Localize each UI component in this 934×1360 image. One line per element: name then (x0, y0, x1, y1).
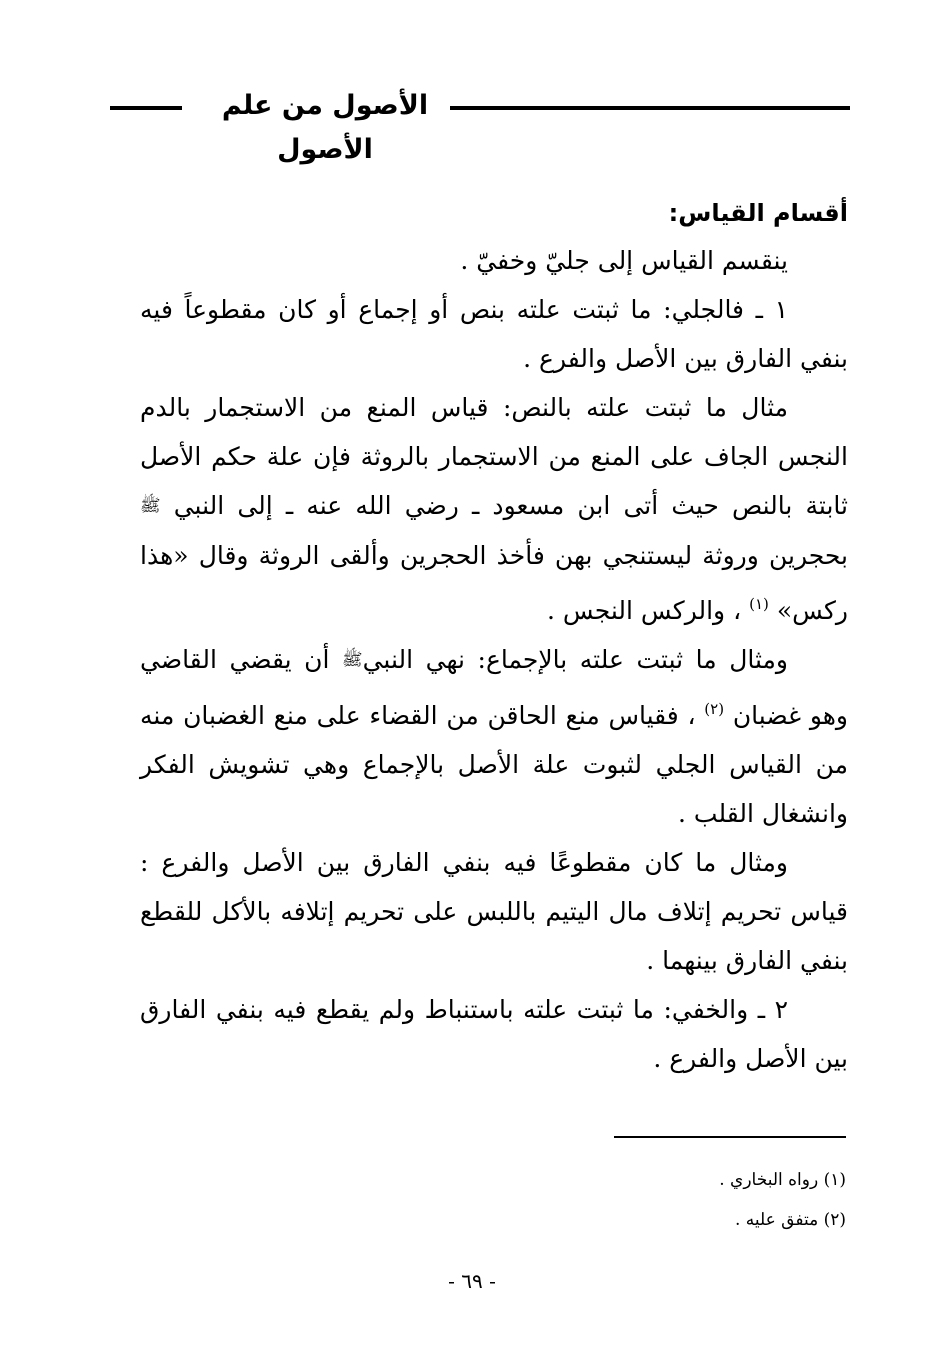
footnote-ref-2[interactable]: (٢) (704, 700, 725, 718)
paragraph-text: ، والركس النجس . (546, 596, 742, 625)
paragraph-khafi: ٢ ـ والخفي: ما ثبتت علته باستنباط ولم يقطع فيه بنفي الفارق بين الأصل والفرع . (140, 995, 848, 1073)
paragraph-text: أن يقضي القاضي وهو غضبان (140, 645, 848, 730)
paragraph-nass-example (140, 383, 848, 635)
footnotes (446, 1160, 846, 1240)
paragraph-jali: ١ ـ فالجلي: ما ثبتت علته بنص أو إجماع أو كان مقطوعاً فيه بنفي الفارق بين الأصل والفرع . (140, 295, 848, 373)
intro-paragraph: ينقسم القياس إلى جليّ وخفيّ . (460, 246, 788, 275)
paragraph-text: ، فقياس منع الحاقن من القضاء على منع الغضبان منه من القياس الجلي لثبوت علة الأصل بالإجماع وهي تشويش الفكر وانشغال القلب . (140, 701, 848, 828)
section-heading: أقسام القياس: (668, 199, 848, 227)
paragraph-text: ومثال ما ثبتت علته بالإجماع: نهي النبي (362, 645, 789, 674)
header-rule-left (110, 106, 182, 110)
header-rule-right (450, 106, 850, 110)
footnote-2: (٢) متفق عليه . (734, 1210, 846, 1230)
footnote-ref-1[interactable]: (١) (749, 595, 769, 613)
page-header (110, 82, 850, 165)
paragraph-text: مثال ما ثبتت علته بالنص: قياس المنع من الاستجمار بالدم النجس الجاف على المنع من الاستجمار بالروثة فإن علة حكم الأصل ثابتة بالنص حيث أتى ابن مسعود ـ رضي الله عنه ـ إلى النبي (140, 393, 848, 520)
main-text (140, 190, 848, 1083)
paragraph-qat-example: ومثال ما كان مقطوعًا فيه بنفي الفارق بين الأصل والفرع : قياس تحريم إتلاف مال اليتيم باللبس على تحريم إتلافه بالأكل للقطع بنفي الفارق بينهما . (140, 848, 848, 975)
paragraph-text: بحجرين وروثة ليستنجي بهن فأخذ الحجرين وألقى الروثة وقال «هذا ركس» (140, 541, 848, 625)
honorific-glyph: ﷺ (140, 496, 161, 516)
footnote-divider (614, 1136, 846, 1138)
paragraph-ijma-example (140, 635, 848, 838)
page-number: - ٦٩ - (448, 1269, 496, 1293)
honorific-glyph: ﷺ (342, 650, 363, 670)
running-title: الأصول من علم الأصول (221, 90, 429, 165)
footnote-1: (١) رواه البخاري . (719, 1170, 846, 1190)
